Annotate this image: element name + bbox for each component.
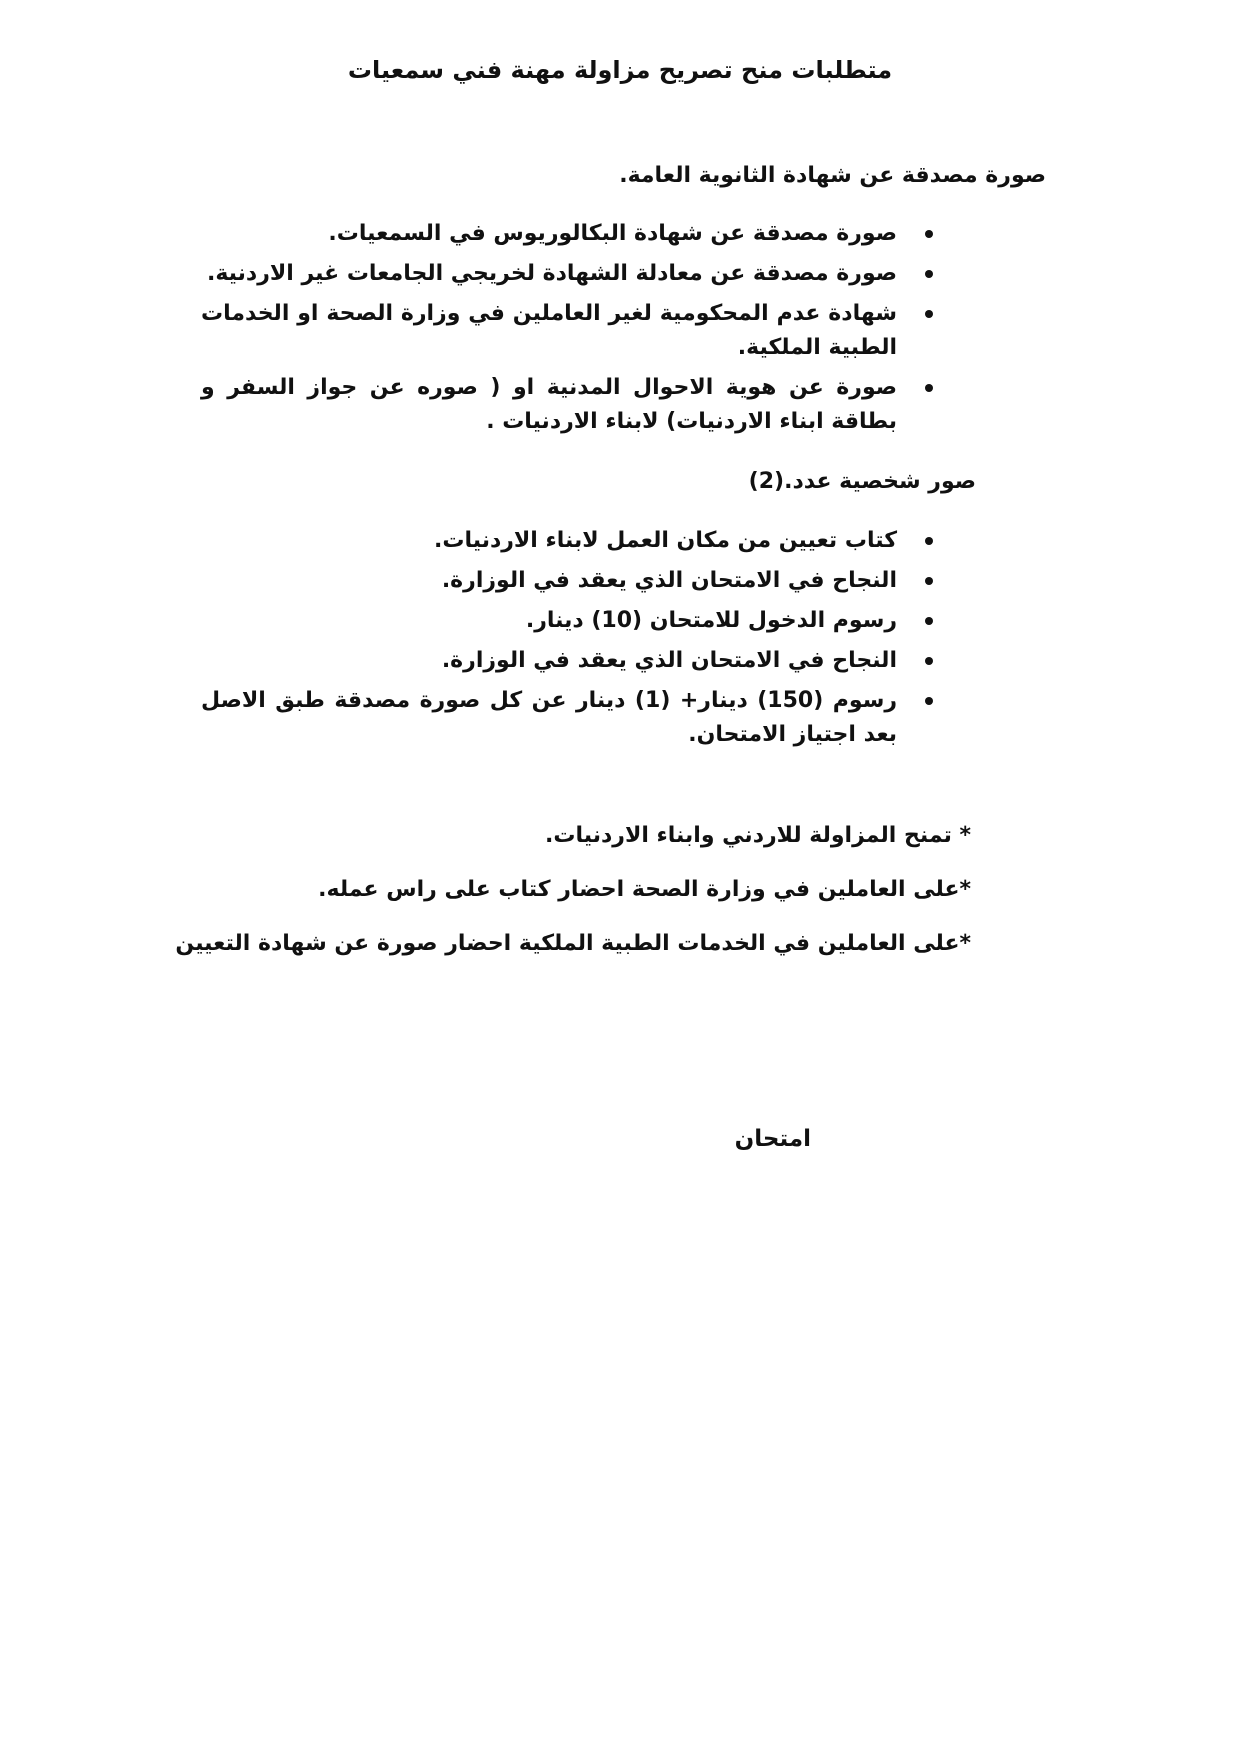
exam-label: امتحان <box>734 1126 811 1152</box>
list-item <box>201 604 941 638</box>
list-item-text: صورة مصدقة عن شهادة البكالوريوس في السمعيات. <box>328 221 897 246</box>
bullet-icon <box>925 697 933 705</box>
list-item-text: رسوم (150) دينار+ (1) دينار عن كل صورة مصدقة طبق الاصل بعد اجتياز الامتحان. <box>201 688 897 747</box>
bullet-icon <box>925 617 933 625</box>
list-item <box>201 257 941 291</box>
bullet-icon <box>925 657 933 665</box>
note-eligibility: * تمنح المزاولة للاردني وابناء الاردنيات. <box>545 823 971 848</box>
list-item <box>201 564 941 598</box>
list-item-text: شهادة عدم المحكومية لغير العاملين في وزارة الصحة او الخدمات الطبية الملكية. <box>201 301 897 360</box>
bullet-icon <box>925 577 933 585</box>
bullet-icon <box>925 270 933 278</box>
requirement-personal-photos: صور شخصية عدد.(2) <box>748 469 976 494</box>
document-title: متطلبات منح تصريح مزاولة مهنة فني سمعيات <box>347 56 893 84</box>
list-item <box>201 524 941 558</box>
list-item <box>201 644 941 678</box>
list-item <box>201 297 941 365</box>
bullet-icon <box>925 537 933 545</box>
list-item-text: النجاح في الامتحان الذي يعقد في الوزارة. <box>441 568 897 593</box>
bullet-icon <box>925 310 933 318</box>
bullet-icon <box>925 230 933 238</box>
list-item-text: صورة مصدقة عن معادلة الشهادة لخريجي الجامعات غير الاردنية. <box>206 261 897 286</box>
requirement-secondary-certificate: صورة مصدقة عن شهادة الثانوية العامة. <box>619 163 1046 188</box>
list-item-text: رسوم الدخول للامتحان (10) دينار. <box>525 608 897 633</box>
list-item-text: صورة عن هوية الاحوال المدنية او ( صوره عن جواز السفر و بطاقة ابناء الاردنيات) لابناء الاردنيات . <box>201 375 897 434</box>
list-item <box>201 684 941 752</box>
note-royal-medical-services: *على العاملين في الخدمات الطبية الملكية احضار صورة عن شهادة التعيين <box>175 931 971 956</box>
list-item-text: كتاب تعيين من مكان العمل لابناء الاردنيات. <box>434 528 897 553</box>
list-item <box>201 371 941 439</box>
requirements-list-1 <box>201 217 941 445</box>
list-item-text: النجاح في الامتحان الذي يعقد في الوزارة. <box>441 648 897 673</box>
bullet-icon <box>925 384 933 392</box>
list-item <box>201 217 941 251</box>
requirements-list-2 <box>201 524 941 758</box>
note-ministry-of-health: *على العاملين في وزارة الصحة احضار كتاب على راس عمله. <box>318 877 971 902</box>
